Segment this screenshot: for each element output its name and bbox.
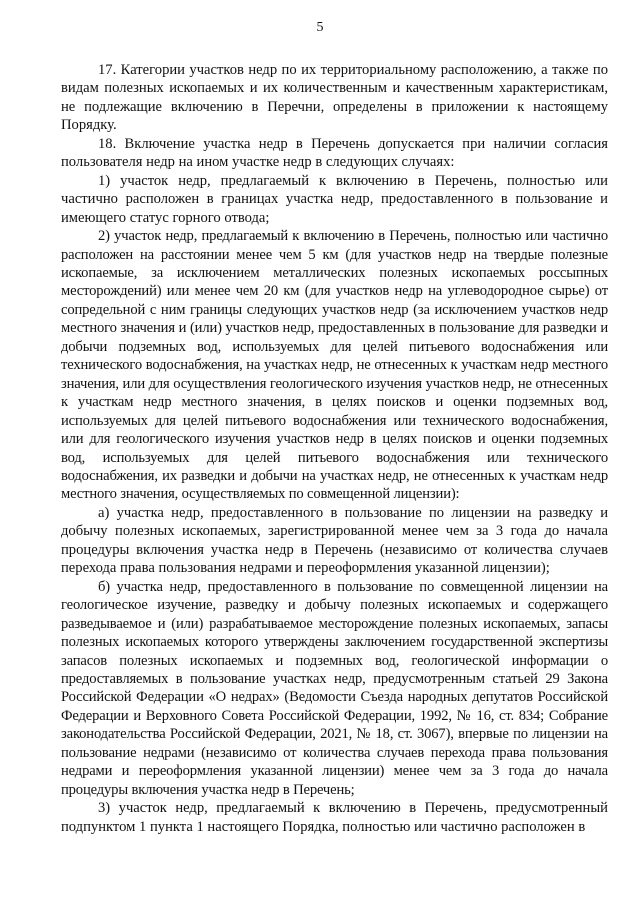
- subitem-2b: б) участка недр, предоставленного в пользование по совмещенной лицензии на геологическое изучение, разведку и добычу полезных ископаемых и содержащего разведываемое и (или) разрабатываемое месторождение полезных ископаемых, запасы полезных ископаемых которого утверждены заключением государственной экспертизы запасов полезных ископаемых и подземных вод, геологической информации о предоставляемых в пользование участках недр, предусмотренным статьей 29 Закона Российской Федерации «О недрах» (Ведомости Съезда народных депутатов Российской Федерации и Верховного Совета Российской Федерации, 1992, № 16, ст. 834; Собрание законодательства Российской Федерации, 2021, № 18, ст. 3067), впервые по лицензии на пользование недрами (независимо от количества случаев перехода права пользования недрами и переоформления указанной лицензии) менее чем за 3 года до начала процедуры включения участка недр в Перечень;: [61, 578, 608, 798]
- page-number: 5: [316, 20, 324, 35]
- subitem-3: 3) участок недр, предлагаемый к включению в Перечень, предусмотренный подпунктом 1 пункта 1 настоящего Порядка, полностью или частично расположен в: [61, 800, 608, 835]
- subitem-2: 2) участок недр, предлагаемый к включению в Перечень, полностью или частично расположен на расстоянии менее чем 5 км (для участков недр на твердые полезные ископаемые, за исключением металлических полезных ископаемых россыпных месторождений) или менее чем 20 км (для участков недр на углеводородное сырье) от сопредельной с ним границы следующих участков недр (за исключением участков недр местного значения и (или) участков недр, предоставленных в пользование для разведки и добычи подземных вод, используемых для целей питьевого водоснабжения или технического водоснабжения, на участках недр, не отнесенных к участкам недр местного значения, или для осуществления геологического изучения участков недр, не отнесенных к участкам недр местного значения, в целях поисков и оценки подземных вод, используемых для целей питьевого водоснабжения или технического водоснабжения, или для геологического изучения участков недр в целях поисков и оценки подземных вод, используемых для целей питьевого водоснабжения или технического водоснабжения, их разведки и добычи на участках недр, не отнесенных к участкам недр местного значения, осуществляемых по совмещенной лицензии):: [61, 228, 608, 503]
- document-body: [61, 61, 608, 836]
- paragraph-17: 17. Категории участков недр по их территориальному расположению, а также по видам полезных ископаемых и их количественным и качественным характеристикам, не подлежащие включению в Перечни, определены в приложении к настоящему Порядку.: [61, 62, 608, 134]
- subitem-1: 1) участок недр, предлагаемый к включению в Перечень, полностью или частично расположен в границах участка недр, предоставленного в пользование и имеющего статус горного отвода;: [61, 172, 608, 226]
- paragraph-18: 18. Включение участка недр в Перечень допускается при наличии согласия пользователя недр на ином участке недр в следующих случаях:: [61, 135, 608, 171]
- subitem-2a: а) участка недр, предоставленного в пользование по лицензии на разведку и добычу полезных ископаемых, зарегистрированной менее чем за 3 года до начала процедуры включения участка недр в Перечень (независимо от количества случаев перехода права пользования недрами и переоформления указанной лицензии);: [61, 504, 608, 577]
